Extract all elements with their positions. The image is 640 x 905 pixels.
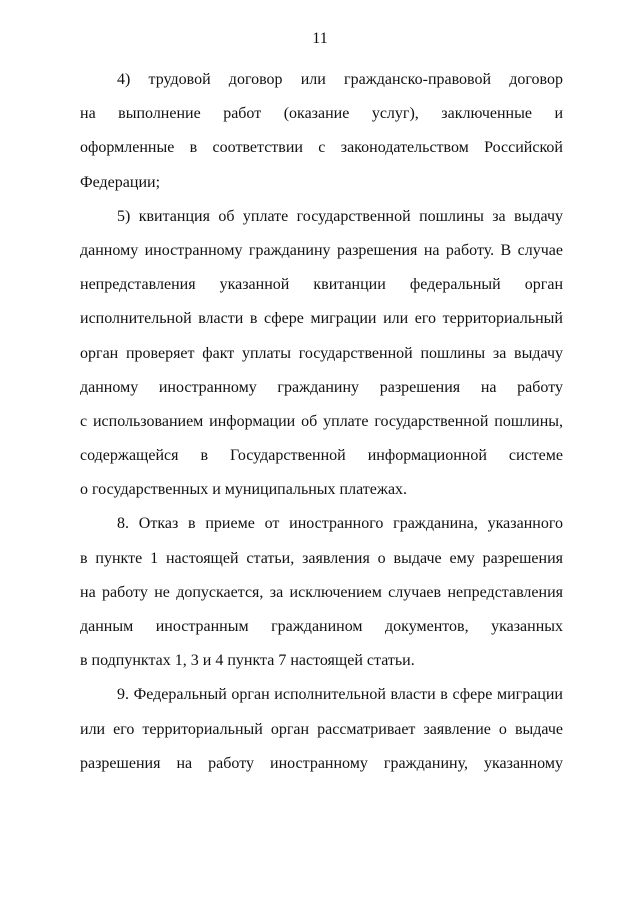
text-line: оформленные в соответствии с законодательством Российской <box>80 139 563 157</box>
text-line: данному иностранному гражданину разрешения на работу <box>80 378 563 396</box>
text-line: на выполнение работ (оказание услуг), заключенные и <box>80 105 563 123</box>
text-line: в пункте 1 настоящей статьи, заявления о выдаче ему разрешения <box>80 549 563 567</box>
text-line: о государственных и муниципальных платежах. <box>80 481 408 499</box>
text-line: 5) квитанция об уплате государственной пошлины за выдачу <box>117 207 563 225</box>
text-line: Федерации; <box>80 173 161 191</box>
document-body <box>80 63 563 781</box>
text-line: с использованием информации об уплате государственной пошлины, <box>80 412 563 430</box>
paragraph-section-9 <box>80 678 563 781</box>
text-line: 4) трудовой договор или гражданско-правовой договор <box>117 71 563 88</box>
text-line: данным иностранным гражданином документов, указанных <box>80 618 563 635</box>
text-line: 9. Федеральный орган исполнительной власти в сфере миграции <box>117 686 563 704</box>
page-number: 11 <box>312 30 328 47</box>
text-line: данному иностранному гражданину разрешения на работу. В случае <box>80 241 563 259</box>
text-line: исполнительной власти в сфере миграции или его территориальный <box>80 310 563 328</box>
text-line: содержащейся в Государственной информационной системе <box>80 447 563 465</box>
text-line: в подпунктах 1, 3 и 4 пункта 7 настоящей статьи. <box>80 652 415 670</box>
text-line: 8. Отказ в приеме от иностранного гражданина, указанного <box>117 515 563 533</box>
text-line: на работу не допускается, за исключением случаев непредставления <box>80 583 563 601</box>
paragraph-item-4 <box>80 63 563 200</box>
text-line: или его территориальный орган рассматривает заявление о выдаче <box>80 720 563 738</box>
paragraph-section-8 <box>80 507 563 678</box>
text-line: орган проверяет факт уплаты государственной пошлины за выдачу <box>80 344 563 362</box>
text-line: разрешения на работу иностранному гражданину, указанному <box>80 754 563 772</box>
text-line: непредставления указанной квитанции федеральный орган <box>80 276 563 294</box>
paragraph-item-5 <box>80 200 563 508</box>
